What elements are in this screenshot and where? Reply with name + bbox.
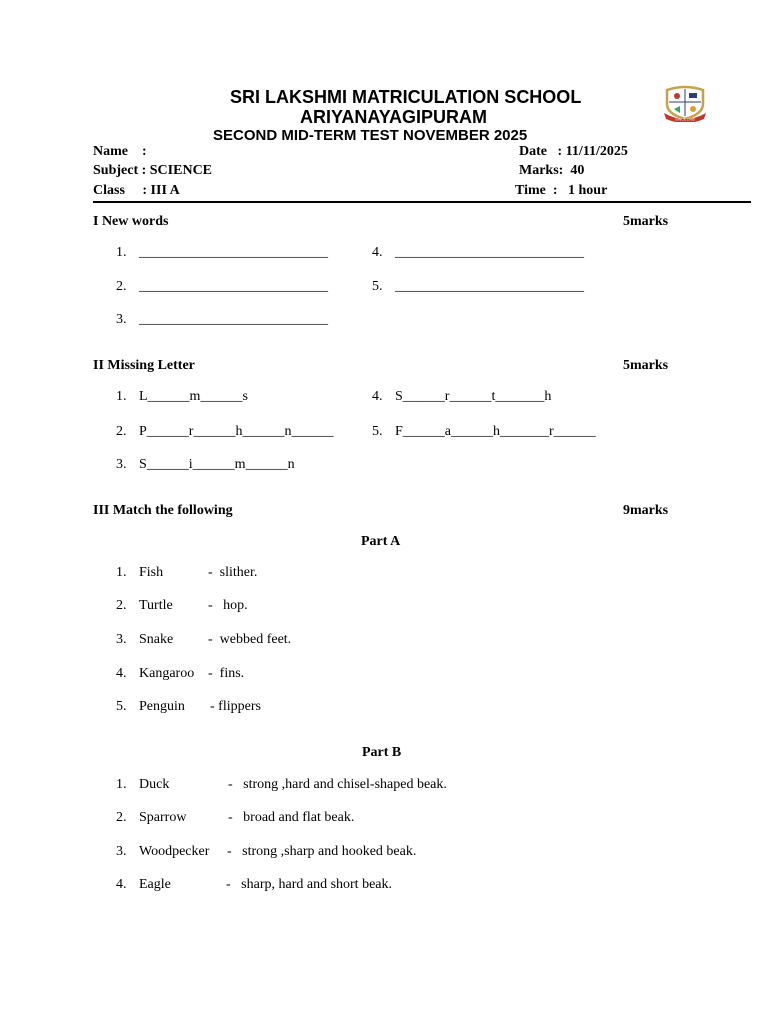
missing-letter-word: L______m______s xyxy=(139,389,248,404)
match-right: - broad and flat beak. xyxy=(228,810,355,825)
match-right: - fins. xyxy=(208,666,245,681)
name-field: Name : xyxy=(93,144,147,159)
marks-field: Marks: 40 xyxy=(519,163,585,178)
item-number: 3. xyxy=(116,312,127,327)
item-number: 2. xyxy=(116,279,127,294)
item-number: 2. xyxy=(116,810,127,825)
match-right: - flippers xyxy=(210,699,261,714)
missing-letter-word: F______a______h_______r______ xyxy=(395,424,596,439)
section-title: I New words xyxy=(93,214,169,229)
item-number: 5. xyxy=(372,279,383,294)
item-number: 1. xyxy=(116,245,127,260)
header-divider xyxy=(93,201,751,203)
match-right: - strong ,hard and chisel-shaped beak. xyxy=(228,777,447,792)
item-number: 3. xyxy=(116,844,127,859)
part-b-title: Part B xyxy=(362,745,402,760)
item-number: 3. xyxy=(116,632,127,647)
answer-blank: ___________________________ xyxy=(139,312,328,327)
item-number: 2. xyxy=(116,424,127,439)
item-number: 5. xyxy=(372,424,383,439)
item-number: 4. xyxy=(116,666,127,681)
date-field: Date : 11/11/2025 xyxy=(519,144,628,159)
missing-letter-word: P______r______h______n______ xyxy=(139,424,334,439)
match-left: Woodpecker xyxy=(139,844,210,859)
answer-blank: ___________________________ xyxy=(395,279,584,294)
section-marks: 9marks xyxy=(623,503,669,518)
class-field: Class : III A xyxy=(93,183,180,198)
section-marks: 5marks xyxy=(623,358,669,373)
item-number: 1. xyxy=(116,565,127,580)
school-name: SRI LAKSHMI MATRICULATION SCHOOL xyxy=(230,87,582,107)
section-title: II Missing Letter xyxy=(93,358,195,373)
item-number: 5. xyxy=(116,699,127,714)
subject-field: Subject : SCIENCE xyxy=(93,163,213,178)
match-right: - webbed feet. xyxy=(208,632,292,647)
match-left: Penguin xyxy=(139,699,185,714)
match-left: Fish xyxy=(139,565,164,580)
answer-blank: ___________________________ xyxy=(139,279,328,294)
item-number: 4. xyxy=(372,389,383,404)
section-title: III Match the following xyxy=(93,503,233,518)
item-number: 4. xyxy=(372,245,383,260)
missing-letter-word: S______r______t_______h xyxy=(395,389,552,404)
section-marks: 5marks xyxy=(623,214,669,229)
item-number: 3. xyxy=(116,457,127,472)
time-field: Time : 1 hour xyxy=(515,183,608,198)
match-left: Kangaroo xyxy=(139,666,195,681)
school-logo-icon xyxy=(662,82,708,122)
answer-blank: ___________________________ xyxy=(139,245,328,260)
match-left: Eagle xyxy=(139,877,171,892)
missing-letter-word: S______i______m______n xyxy=(139,457,295,472)
test-title: SECOND MID-TERM TEST NOVEMBER 2025 xyxy=(213,127,528,144)
match-right: - hop. xyxy=(208,598,248,613)
match-left: Snake xyxy=(139,632,174,647)
item-number: 2. xyxy=(116,598,127,613)
school-place: ARIYANAYAGIPURAM xyxy=(300,107,488,127)
match-left: Duck xyxy=(139,777,170,792)
answer-blank: ___________________________ xyxy=(395,245,584,260)
part-a-title: Part A xyxy=(361,534,401,549)
item-number: 1. xyxy=(116,777,127,792)
match-right: - slither. xyxy=(208,565,258,580)
match-left: Turtle xyxy=(139,598,173,613)
item-number: 1. xyxy=(116,389,127,404)
match-right: - strong ,sharp and hooked beak. xyxy=(227,844,417,859)
match-left: Sparrow xyxy=(139,810,187,825)
match-right: - sharp, hard and short beak. xyxy=(226,877,393,892)
item-number: 4. xyxy=(116,877,127,892)
logo-banner-text: SINCE 2005 xyxy=(675,117,695,122)
